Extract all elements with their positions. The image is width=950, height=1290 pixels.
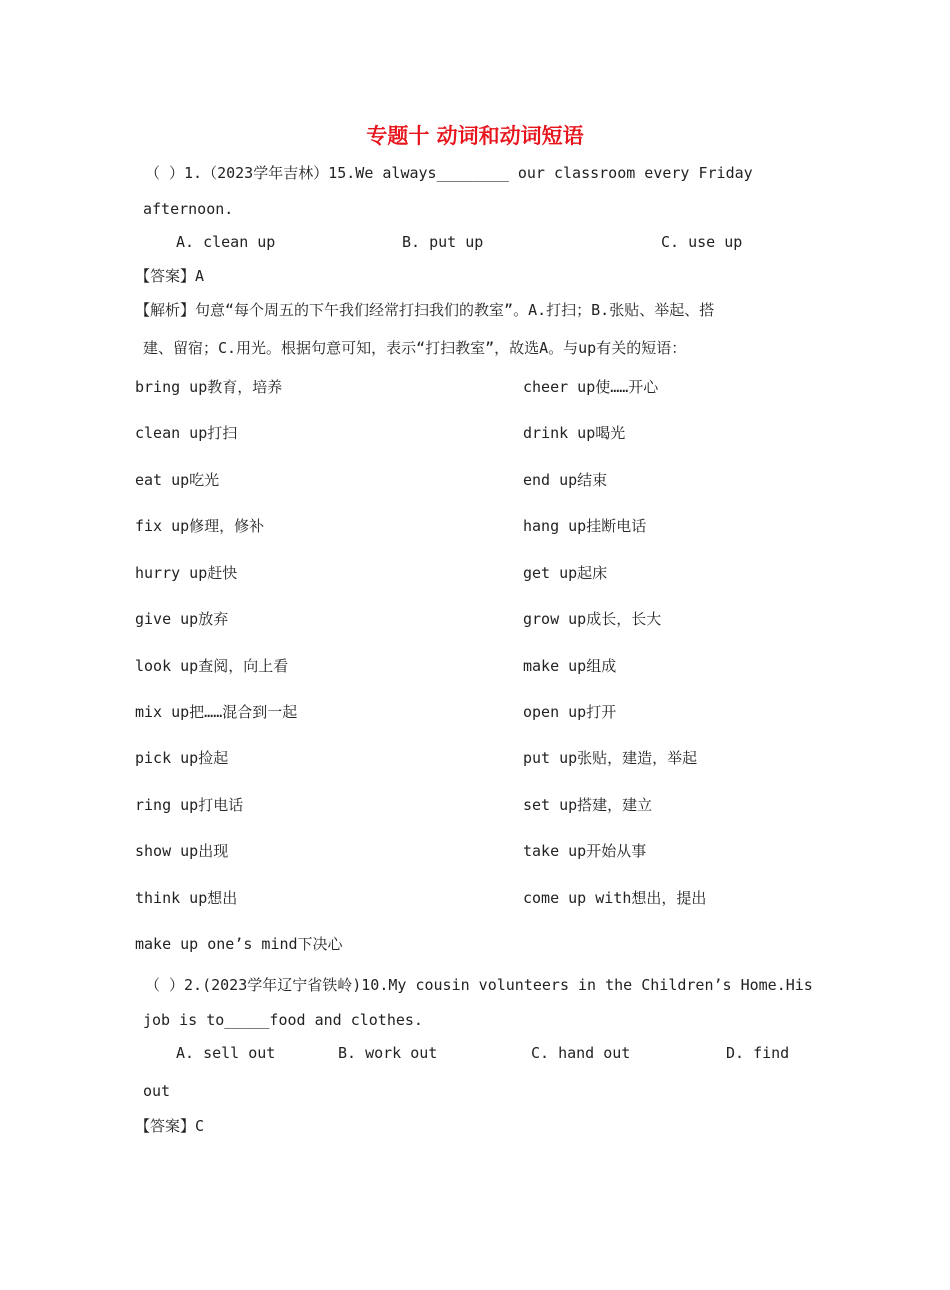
phrase-right-12: come up with想出，提出 xyxy=(523,889,707,907)
q1-option-b: B. put up xyxy=(402,233,484,251)
phrase-left-2: clean up打扫 xyxy=(135,424,238,442)
q2-stem-line1: （ ）2.(2023学年辽宁省铁岭)10.My cousin volunteers in the Children’s Home.His xyxy=(145,976,813,994)
phrase-left-11: show up出现 xyxy=(135,842,229,860)
q1-stem-line2: afternoon. xyxy=(143,200,234,218)
phrase-right-8: open up打开 xyxy=(523,703,617,721)
phrase-right-4: hang up挂断电话 xyxy=(523,517,647,535)
phrase-left-4: fix up修理，修补 xyxy=(135,517,265,535)
q2-option-d-wrap: out xyxy=(143,1082,171,1100)
phrase-right-2: drink up喝光 xyxy=(523,424,626,442)
phrase-left-3: eat up吃光 xyxy=(135,471,220,489)
phrase-left-6: give up放弃 xyxy=(135,610,229,628)
q1-analysis-line1: 【解析】句意“每个周五的下午我们经常打扫我们的教室”。A.打扫；B.张贴、举起、搭 xyxy=(135,301,715,319)
q2-answer: 【答案】C xyxy=(135,1117,205,1135)
phrase-right-3: end up结束 xyxy=(523,471,608,489)
phrase-right-1: cheer up使……开心 xyxy=(523,378,659,396)
phrase-left-7: look up查阅，向上看 xyxy=(135,657,289,675)
phrase-right-11: take up开始从事 xyxy=(523,842,647,860)
phrase-right-6: grow up成长，长大 xyxy=(523,610,662,628)
phrase-left-1: bring up教育，培养 xyxy=(135,378,283,396)
q1-stem-line1: （ ）1.（2023学年吉林）15.We always________ our classroom every Friday xyxy=(145,164,753,182)
phrase-left-9: pick up捡起 xyxy=(135,749,229,767)
phrase-left-5: hurry up赶快 xyxy=(135,564,238,582)
phrase-left-10: ring up打电话 xyxy=(135,796,244,814)
page-title: 专题十 动词和动词短语 xyxy=(366,124,584,148)
phrase-right-10: set up搭建，建立 xyxy=(523,796,653,814)
phrase-right-5: get up起床 xyxy=(523,564,608,582)
q1-analysis-line2: 建、留宿；C.用光。根据句意可知，表示“打扫教室”，故选A。与up有关的短语： xyxy=(143,339,687,357)
q2-stem-line2: job is to_____food and clothes. xyxy=(143,1011,423,1029)
q1-option-a: A. clean up xyxy=(176,233,276,251)
phrase-right-7: make up组成 xyxy=(523,657,617,675)
q2-option-c: C. hand out xyxy=(531,1044,631,1062)
phrase-left-13: make up one’s mind下决心 xyxy=(135,935,343,953)
q1-option-c: C. use up xyxy=(661,233,743,251)
phrase-right-9: put up张贴，建造，举起 xyxy=(523,749,698,767)
q2-option-b: B. work out xyxy=(338,1044,438,1062)
q2-option-d: D. find xyxy=(726,1044,790,1062)
q1-answer: 【答案】A xyxy=(135,267,205,285)
q2-option-a: A. sell out xyxy=(176,1044,276,1062)
phrase-left-8: mix up把……混合到一起 xyxy=(135,703,298,721)
phrase-left-12: think up想出 xyxy=(135,889,238,907)
